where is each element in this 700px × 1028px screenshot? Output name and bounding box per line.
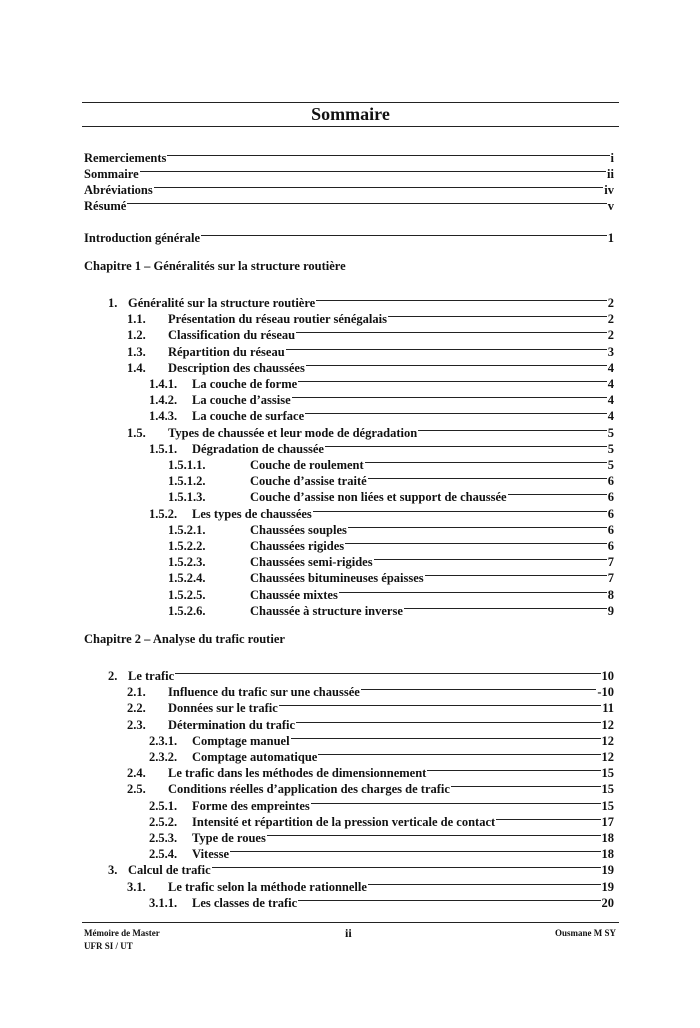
toc-page: 6 — [607, 474, 614, 489]
toc-leader — [361, 680, 597, 696]
toc-entry — [127, 680, 614, 700]
toc-number: 2.2. — [127, 701, 146, 716]
toc-number: 1.5.1.1. — [168, 458, 206, 472]
toc-leader — [388, 307, 607, 323]
toc-number: 1.5.2.4. — [168, 571, 206, 586]
toc-number: 1.3. — [127, 344, 146, 359]
toc-number: 2.5.2. — [149, 814, 178, 829]
toc-number: 3.1. — [127, 879, 146, 894]
toc-label: Chaussée à structure inverse — [250, 603, 403, 618]
toc-label: Type de roues — [192, 831, 266, 845]
toc-number: 1.5.2.5. — [168, 587, 206, 602]
toc-leader — [496, 810, 600, 826]
toc-label: Comptage manuel — [192, 733, 290, 748]
toc-page: 15 — [601, 798, 614, 813]
chapter-1-heading: Chapitre 1 – Généralités sur la structure routière — [84, 259, 346, 273]
toc-leader — [127, 194, 606, 210]
toc-entry — [127, 421, 614, 440]
toc-number: 2.5.1. — [149, 798, 178, 813]
footer-page-number: ii — [345, 926, 352, 940]
toc-page: 17 — [601, 814, 614, 829]
toc-page: 15 — [601, 782, 614, 797]
toc-label: Chaussées rigides — [250, 539, 345, 553]
toc-label: Vitesse — [192, 847, 230, 862]
toc-page: 4 — [607, 360, 614, 375]
toc-label: Le trafic selon la méthode rationnelle — [168, 879, 367, 894]
toc-number: 1.5.1. — [149, 441, 178, 456]
toc-number: 1.5.1.3. — [168, 490, 206, 505]
toc-number: 1.5.2.1. — [168, 522, 206, 537]
toc-page: ii — [607, 167, 614, 181]
toc-label: Conditions réelles d’application des charges de trafic — [168, 782, 450, 797]
toc-entry — [127, 761, 614, 781]
toc-number: 1.5.2.2. — [168, 539, 206, 553]
toc-page: 6 — [607, 522, 614, 537]
toc-label: Les types de chaussées — [192, 506, 312, 521]
toc-number: 1.5.1.2. — [168, 474, 206, 489]
toc-leader — [291, 729, 601, 745]
toc-page: 18 — [601, 831, 614, 845]
toc-entry — [127, 777, 614, 797]
toc-entry — [108, 664, 614, 683]
toc-number: 2.3.1. — [149, 733, 178, 748]
toc-label: Classification du réseau — [168, 328, 296, 343]
toc-label: Généralité sur la structure routière — [128, 296, 316, 310]
toc-label: Couche de roulement — [250, 458, 364, 472]
toc-page: 4 — [607, 393, 614, 408]
toc-entry — [149, 810, 614, 829]
toc-number: 3.1.1. — [149, 895, 178, 910]
toc-page: i — [610, 151, 614, 165]
toc-leader — [508, 485, 607, 501]
toc-entry — [149, 891, 614, 910]
toc-page: 2 — [607, 296, 614, 310]
toc-page: 2 — [607, 328, 614, 343]
toc-number: 2.5. — [127, 782, 146, 797]
toc-number: 1.4.2. — [149, 393, 178, 408]
toc-entry — [168, 566, 614, 586]
toc-leader — [316, 291, 607, 307]
toc-label: Types de chaussée et leur mode de dégradation — [168, 425, 418, 440]
toc-label: Présentation du réseau routier sénégalais — [168, 312, 387, 327]
toc-number: 2.1. — [127, 685, 146, 700]
toc-entry — [84, 194, 614, 213]
toc-label: La couche de surface — [192, 409, 305, 424]
toc-page: 19 — [601, 879, 614, 894]
toc-page: 15 — [601, 766, 614, 781]
toc-entry — [168, 534, 614, 553]
toc-page: 5 — [607, 458, 614, 472]
toc-entry — [168, 469, 614, 489]
toc-label: Couche d’assise non liées et support de chaussée — [250, 490, 507, 505]
toc-entry — [149, 372, 614, 391]
toc-leader — [298, 891, 600, 907]
toc-leader — [267, 826, 601, 842]
toc-leader — [212, 858, 601, 874]
toc-leader — [167, 146, 609, 162]
toc-label: Introduction générale — [84, 231, 201, 245]
toc-number: 1. — [108, 296, 118, 310]
toc-page: 8 — [607, 587, 614, 602]
toc-number: 1.5.2.6. — [168, 603, 206, 618]
toc-entry — [168, 599, 614, 618]
toc-leader — [286, 340, 607, 356]
toc-number: 2.5.3. — [149, 831, 178, 845]
toc-entry — [149, 437, 614, 456]
toc-label: Le trafic — [128, 669, 175, 683]
toc-number: 1.4.3. — [149, 409, 178, 424]
toc-number: 1.5.2. — [149, 506, 178, 521]
toc-label: Description des chaussées — [168, 360, 305, 375]
toc-leader — [140, 162, 606, 178]
toc-page: -10 — [597, 685, 614, 700]
toc-page: 6 — [607, 490, 614, 505]
toc-entry — [84, 178, 614, 197]
toc-page: 9 — [607, 603, 614, 618]
toc-leader — [348, 518, 607, 534]
toc-leader — [305, 404, 607, 420]
toc-leader — [230, 842, 600, 858]
toc-entry — [149, 745, 614, 764]
toc-label: Résumé — [84, 199, 127, 213]
toc-entry — [149, 404, 614, 424]
toc-number: 1.1. — [127, 312, 146, 327]
toc-label: Les classes de trafic — [192, 895, 298, 910]
toc-entry — [127, 875, 614, 894]
toc-number: 3. — [108, 863, 118, 878]
toc-page: 3 — [607, 344, 614, 359]
toc-label: Sommaire — [84, 167, 139, 181]
toc-number: 2.3.2. — [149, 750, 178, 764]
toc-entry — [168, 550, 614, 570]
toc-entry — [149, 794, 614, 813]
toc-leader — [365, 453, 607, 469]
toc-page: 5 — [607, 441, 614, 456]
toc-entry — [84, 162, 614, 181]
toc-leader — [418, 421, 607, 437]
toc-leader — [201, 226, 607, 242]
toc-page: 7 — [607, 555, 614, 570]
toc-page: 4 — [607, 377, 614, 391]
toc-label: Dégradation de chaussée — [192, 441, 324, 456]
toc-number: 1.5.2.3. — [168, 555, 206, 570]
toc-leader — [296, 323, 607, 339]
toc-label: La couche d’assise — [192, 393, 291, 408]
toc-label: Chaussée mixtes — [250, 587, 338, 602]
toc-entry — [127, 307, 614, 327]
toc-page: 12 — [601, 717, 614, 732]
toc-leader — [368, 875, 601, 891]
toc-leader — [279, 696, 601, 712]
footer-author: Ousmane M SY — [554, 928, 616, 938]
toc-label: Détermination du trafic — [168, 717, 296, 732]
toc-number: 1.2. — [127, 328, 146, 343]
toc-page: 2 — [607, 312, 614, 327]
toc-page: iv — [604, 183, 614, 197]
toc-entry-intro — [84, 226, 614, 245]
toc-page: 5 — [607, 425, 614, 440]
toc-leader — [306, 356, 607, 372]
toc-entry — [127, 696, 614, 716]
toc-label: Calcul de trafic — [128, 863, 211, 878]
toc-entry — [149, 729, 614, 748]
footer-rule — [82, 922, 619, 923]
toc-label: Répartition du réseau — [168, 344, 285, 359]
toc-page: 6 — [607, 506, 614, 521]
toc-entry — [127, 713, 614, 732]
toc-leader — [427, 761, 600, 777]
toc-entry — [108, 291, 614, 310]
toc-entry — [127, 340, 614, 359]
toc-entry — [149, 826, 614, 845]
toc-label: Le trafic dans les méthodes de dimensionnement — [168, 766, 427, 781]
toc-leader — [313, 502, 607, 518]
toc-label: Chaussées semi-rigides — [250, 555, 373, 570]
toc-leader — [311, 794, 601, 810]
toc-label: Forme des empreintes — [192, 798, 310, 813]
toc-page: 1 — [607, 231, 614, 245]
toc-entry — [168, 583, 614, 602]
toc-leader — [451, 777, 601, 793]
toc-page: v — [607, 199, 614, 213]
toc-number: 1.5. — [127, 425, 146, 440]
toc-leader — [318, 745, 600, 761]
toc-page: 7 — [607, 571, 614, 586]
toc-label: Influence du trafic sur une chaussée — [168, 685, 360, 700]
toc-leader — [154, 178, 604, 194]
toc-label: Comptage automatique — [192, 750, 318, 764]
chapter-2-heading: Chapitre 2 – Analyse du trafic routier — [84, 632, 285, 646]
toc-leader — [345, 534, 607, 550]
toc-page: 12 — [601, 733, 614, 748]
footer-left-line1: Mémoire de Master — [84, 928, 160, 938]
toc-leader — [292, 388, 607, 404]
toc-label: Données sur le trafic — [168, 701, 278, 716]
toc-entry — [168, 518, 614, 537]
toc-entry — [168, 453, 614, 472]
toc-number: 2.5.4. — [149, 847, 178, 862]
toc-entry — [149, 502, 614, 521]
toc-number: 1.4.1. — [149, 377, 178, 391]
toc-leader — [404, 599, 607, 615]
toc-entry — [127, 323, 614, 343]
title-rule — [82, 126, 619, 127]
toc-page: 20 — [601, 895, 614, 910]
toc-entry — [108, 858, 614, 878]
toc-page: 19 — [601, 863, 614, 878]
toc-label: Abréviations — [84, 183, 153, 197]
toc-number: 2.4. — [127, 766, 146, 781]
toc-label: Chaussées souples — [250, 522, 347, 537]
toc-number: 2. — [108, 669, 118, 683]
toc-page: 18 — [601, 847, 614, 862]
toc-entry — [127, 356, 614, 375]
toc-leader — [339, 583, 607, 599]
toc-leader — [298, 372, 607, 388]
toc-entry — [149, 842, 614, 862]
footer-left-line2: UFR SI / UT — [84, 941, 133, 951]
toc-leader — [374, 550, 607, 566]
toc-page: 12 — [601, 750, 614, 764]
toc-page: 6 — [607, 539, 614, 553]
toc-label: Couche d’assise traité — [250, 474, 367, 489]
toc-label: Intensité et répartition de la pression verticale de contact — [192, 814, 496, 829]
toc-label: Chaussées bitumineuses épaisses — [250, 571, 424, 586]
toc-label: La couche de forme — [192, 377, 298, 391]
toc-leader — [296, 713, 600, 729]
toc-entry — [149, 388, 614, 408]
toc-label: Remerciements — [84, 151, 167, 165]
toc-entry — [168, 485, 614, 505]
toc-entry — [84, 146, 614, 165]
toc-leader — [325, 437, 607, 453]
toc-leader — [425, 566, 607, 582]
page-title: Sommaire — [311, 104, 390, 124]
toc-number: 1.4. — [127, 360, 146, 375]
toc-leader — [175, 664, 600, 680]
toc-page: 10 — [601, 669, 614, 683]
toc-number: 2.3. — [127, 717, 146, 732]
toc-page: 11 — [602, 701, 614, 716]
toc-page: 4 — [607, 409, 614, 424]
top-rule — [82, 102, 619, 103]
toc-leader — [368, 469, 607, 485]
